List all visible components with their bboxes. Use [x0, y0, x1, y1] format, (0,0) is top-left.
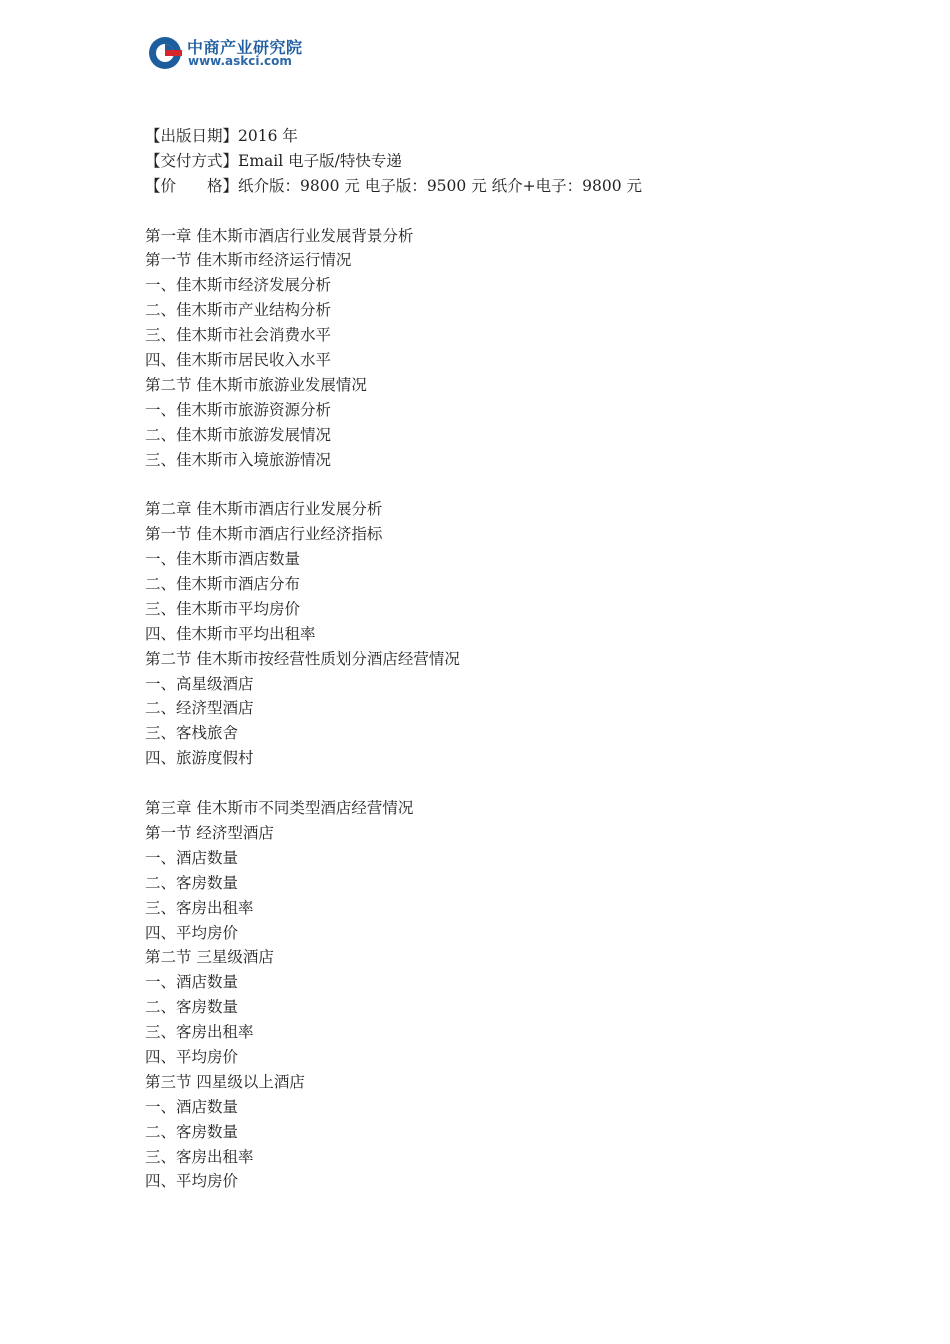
- toc-item: 四、佳木斯市居民收入水平: [145, 351, 332, 370]
- toc-item: 三、客栈旅舍: [145, 724, 239, 743]
- askci-logo-icon: [147, 35, 183, 71]
- toc-item: 四、佳木斯市平均出租率: [145, 624, 316, 643]
- toc-item: 二、客房数量: [145, 873, 239, 892]
- meta-delivery: [145, 149, 845, 174]
- meta-delivery-label: 【交付方式】: [145, 151, 239, 170]
- chapter-title: 第一章 佳木斯市酒店行业发展背景分析: [145, 226, 414, 245]
- meta-price-value: 纸介版：9800 元 电子版：9500 元 纸介+电子：9800 元: [238, 176, 642, 195]
- toc-item: 四、平均房价: [145, 923, 239, 942]
- section-title: 第二节 佳木斯市按经营性质划分酒店经营情况: [145, 649, 460, 668]
- toc-item: 三、客房出租率: [145, 1023, 254, 1042]
- toc-item: 二、佳木斯市产业结构分析: [145, 301, 332, 320]
- toc-item: 三、佳木斯市平均房价: [145, 599, 301, 618]
- toc-item: 一、酒店数量: [145, 1097, 239, 1116]
- toc-item: 一、佳木斯市经济发展分析: [145, 276, 332, 295]
- toc-item: 一、高星级酒店: [145, 674, 254, 693]
- logo-name: 中商产业研究院: [187, 38, 303, 57]
- toc-item: 四、平均房价: [145, 1172, 239, 1191]
- meta-price: [145, 174, 845, 199]
- toc-item: 四、旅游度假村: [145, 749, 254, 768]
- toc-item: 二、佳木斯市酒店分布: [145, 575, 301, 594]
- toc-item: 一、酒店数量: [145, 848, 239, 867]
- toc-item: 四、平均房价: [145, 1047, 239, 1066]
- section-title: 第一节 经济型酒店: [145, 823, 274, 842]
- toc-item: 一、佳木斯市酒店数量: [145, 550, 301, 569]
- spacer: [145, 199, 845, 224]
- spacer: [145, 771, 845, 796]
- section-title: 第二节 三星级酒店: [145, 948, 274, 967]
- meta-delivery-value: Email 电子版/特快专递: [238, 151, 402, 170]
- section-title: 第一节 佳木斯市酒店行业经济指标: [145, 525, 383, 544]
- toc-item: 二、经济型酒店: [145, 699, 254, 718]
- meta-date-label: 【出版日期】: [145, 127, 239, 145]
- meta-date: [145, 124, 845, 149]
- logo-url[interactable]: www.askci.com: [188, 54, 292, 68]
- meta-date-value: 2016 年: [238, 127, 298, 145]
- toc-item: 三、客房出租率: [145, 1147, 254, 1166]
- section-title: 第二节 佳木斯市旅游业发展情况: [145, 375, 367, 394]
- spacer: [145, 472, 845, 497]
- toc-item: 一、佳木斯市旅游资源分析: [145, 400, 332, 419]
- toc-item: 二、客房数量: [145, 1122, 239, 1141]
- toc-item: 三、佳木斯市入境旅游情况: [145, 450, 332, 469]
- toc-item: 三、客房出租率: [145, 898, 254, 917]
- toc-item: 一、酒店数量: [145, 973, 239, 992]
- section-title: 第一节 佳木斯市经济运行情况: [145, 251, 352, 270]
- toc-item: 二、佳木斯市旅游发展情况: [145, 425, 332, 444]
- section-title: 第三节 四星级以上酒店: [145, 1072, 305, 1091]
- toc-item: 三、佳木斯市社会消费水平: [145, 326, 332, 345]
- toc-item: 二、客房数量: [145, 998, 239, 1017]
- chapter-title: 第三章 佳木斯市不同类型酒店经营情况: [145, 799, 414, 818]
- document-body: [145, 124, 845, 1194]
- logo: [147, 33, 347, 73]
- meta-price-label: 【价 格】: [145, 176, 239, 195]
- chapter-title: 第二章 佳木斯市酒店行业发展分析: [145, 500, 383, 519]
